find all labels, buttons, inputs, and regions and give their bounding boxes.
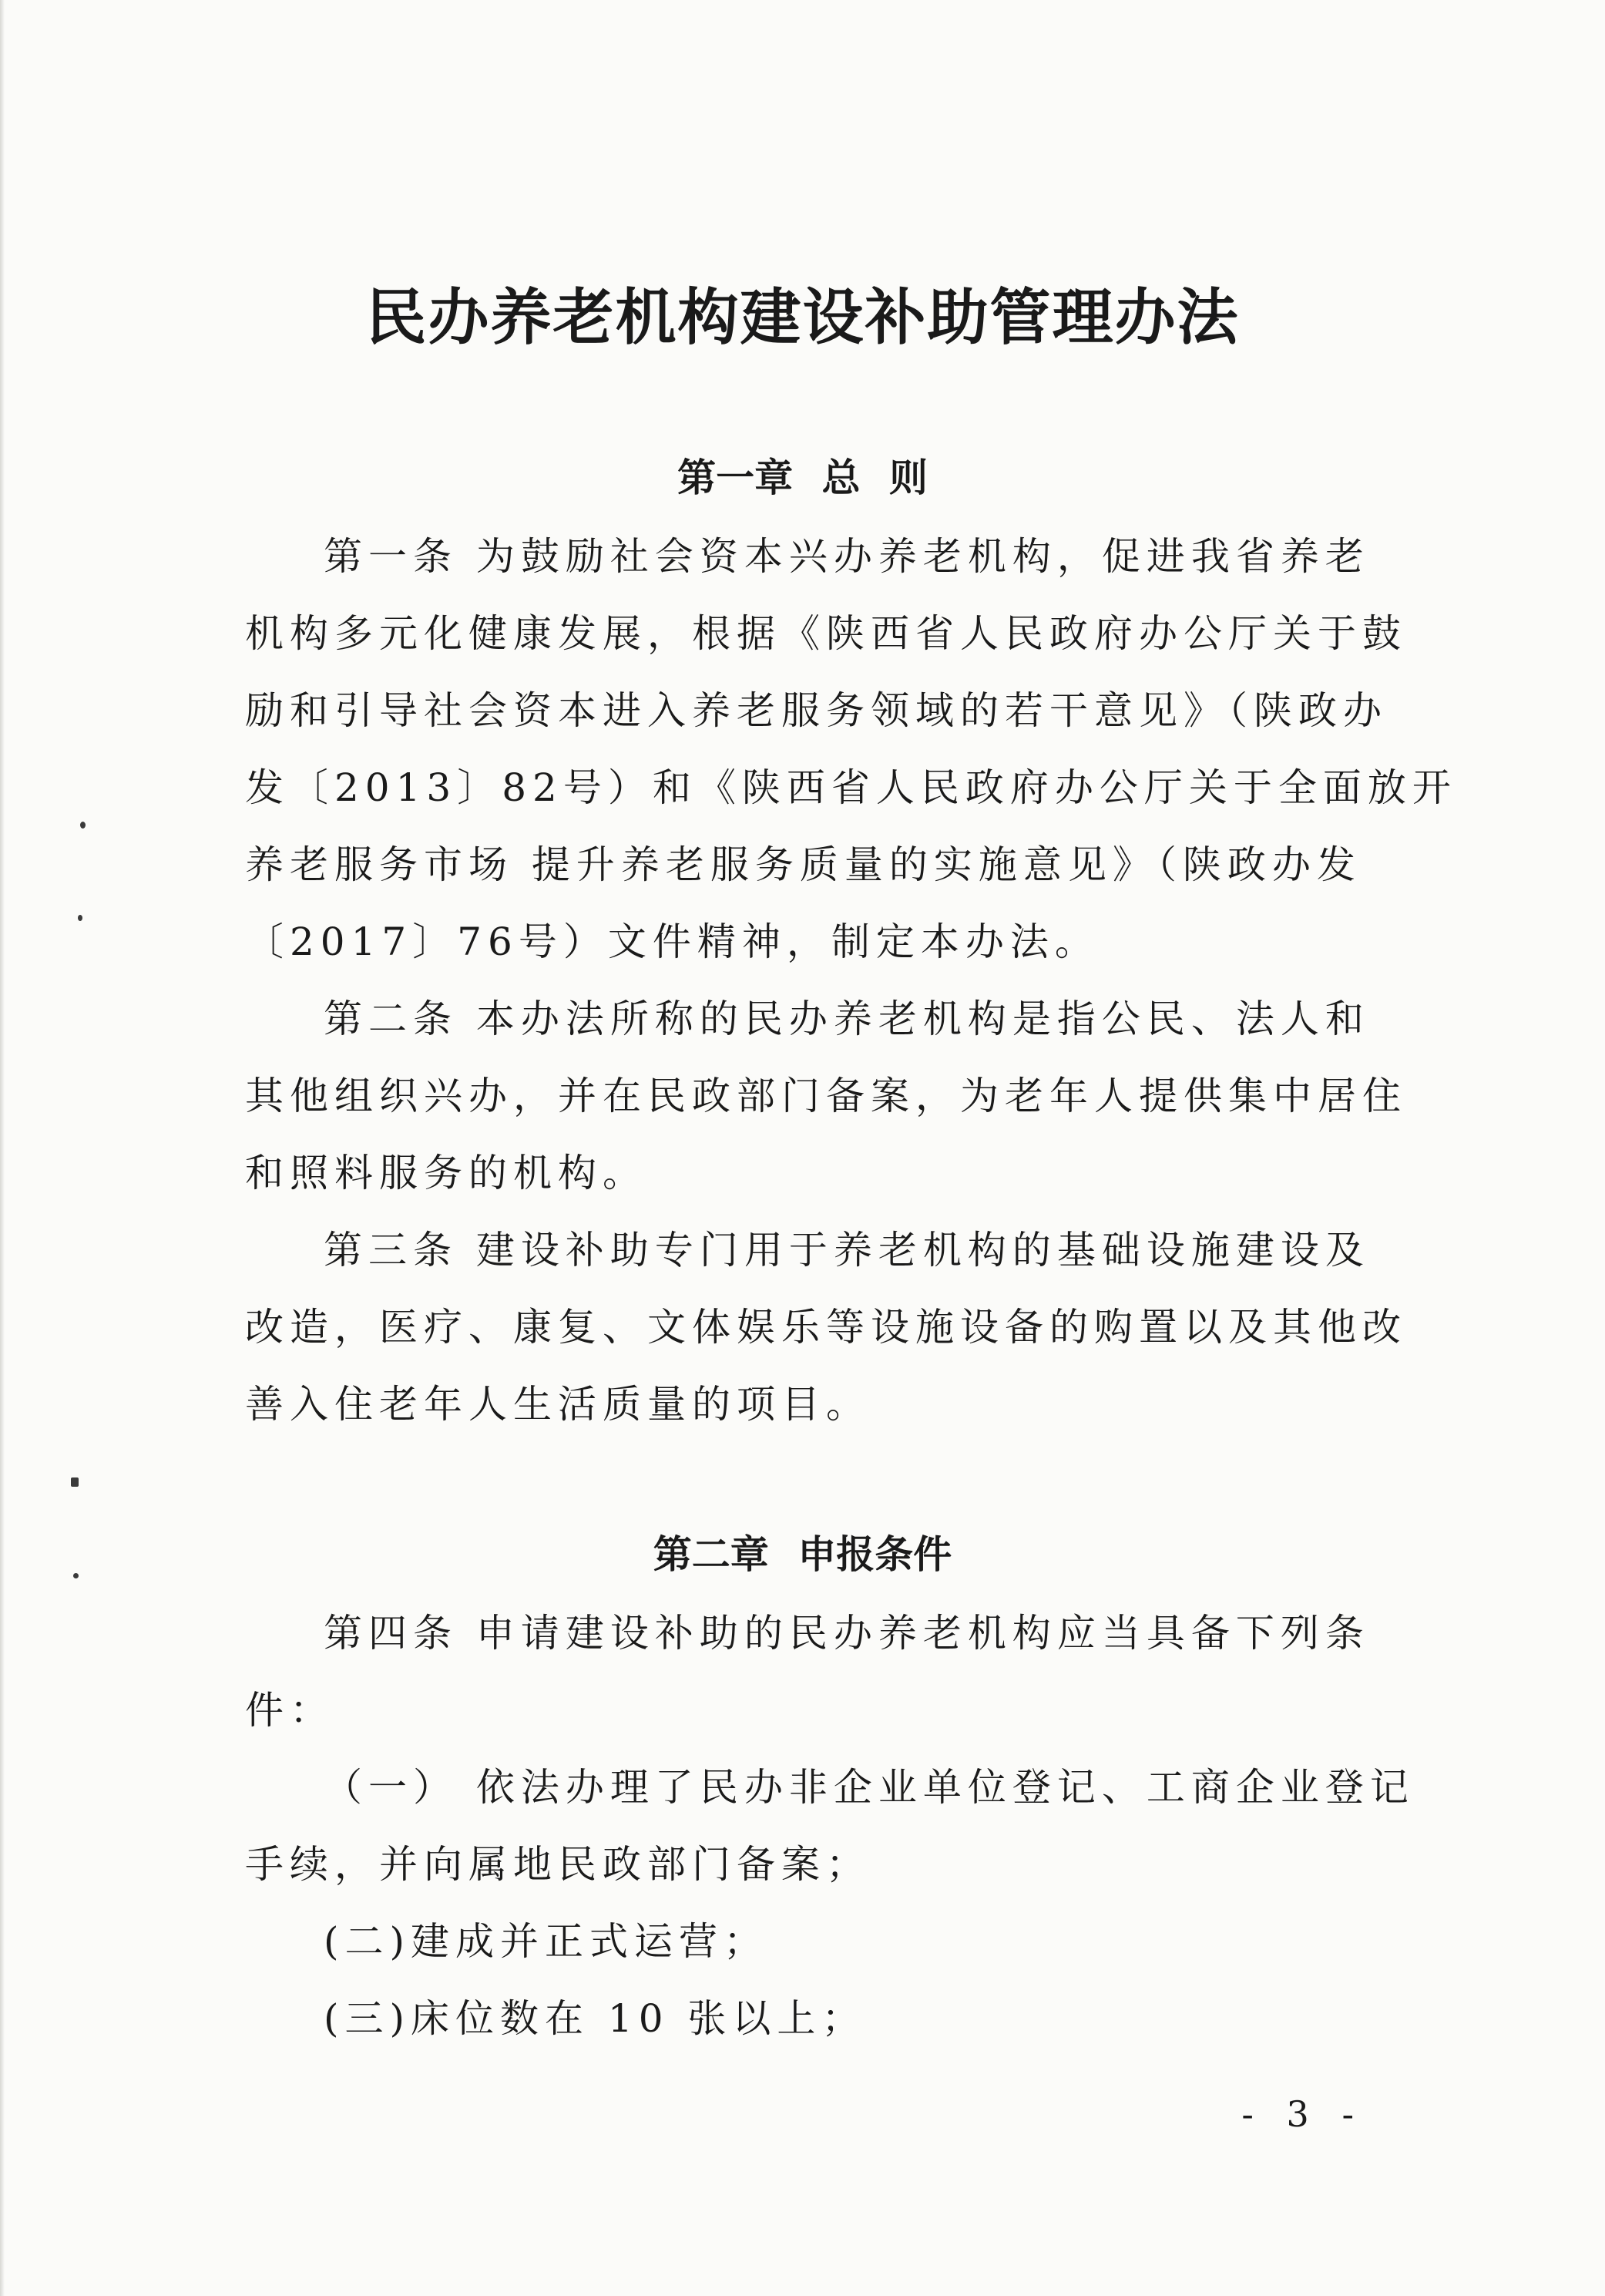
paragraph-line: 发〔2013〕82号）和《陕西省人民政府办公厅关于全面放开	[245, 765, 1457, 810]
paragraph-line: 件：	[245, 1688, 334, 1733]
paragraph-line: 第三条 建设补助专门用于养老机构的基础设施建设及	[324, 1228, 1370, 1272]
document-title: 民办养老机构建设补助管理办法	[365, 281, 1240, 353]
paragraph-line: 善入住老年人生活质量的项目。	[245, 1382, 871, 1427]
scan-speck	[71, 1477, 79, 1487]
paragraph-line: 励和引导社会资本进入养老服务领域的若干意见》（陕政办	[245, 688, 1388, 733]
paragraph-line: （一） 依法办理了民办非企业单位登记、工商企业登记	[324, 1765, 1415, 1810]
paragraph-line: (三)床位数在 10 张以上；	[324, 1996, 867, 2041]
paragraph-line: 第二条 本办法所称的民办养老机构是指公民、法人和	[324, 997, 1370, 1041]
paragraph-line: 机构多元化健康发展，根据《陕西省人民政府办公厅关于鼓	[245, 611, 1407, 656]
paragraph-line: 〔2017〕76号）文件精神，制定本办法。	[245, 919, 1100, 964]
paragraph-line: 第一条 为鼓励社会资本兴办养老机构，促进我省养老	[324, 534, 1370, 579]
scan-speck	[78, 915, 82, 921]
scan-speck	[73, 1573, 79, 1578]
chapter-1-heading: 第一章 总 则	[677, 456, 928, 500]
paragraph-line: 手续，并向属地民政部门备案；	[245, 1842, 871, 1887]
chapter-2-heading: 第二章 申报条件	[653, 1532, 952, 1577]
paragraph-line: 其他组织兴办，并在民政部门备案，为老年人提供集中居住	[245, 1074, 1407, 1118]
page-number: - 3 -	[1241, 2093, 1365, 2135]
paragraph-line: 和照料服务的机构。	[245, 1151, 647, 1195]
paragraph-line: 养老服务市场 提升养老服务质量的实施意见》（陕政办发	[245, 842, 1362, 887]
scan-speck	[80, 822, 86, 829]
paragraph-line: 改造，医疗、康复、文体娱乐等设施设备的购置以及其他改	[245, 1305, 1407, 1350]
paragraph-line: 第四条 申请建设补助的民办养老机构应当具备下列条	[324, 1611, 1370, 1656]
paragraph-line: (二)建成并正式运营；	[324, 1919, 769, 1964]
